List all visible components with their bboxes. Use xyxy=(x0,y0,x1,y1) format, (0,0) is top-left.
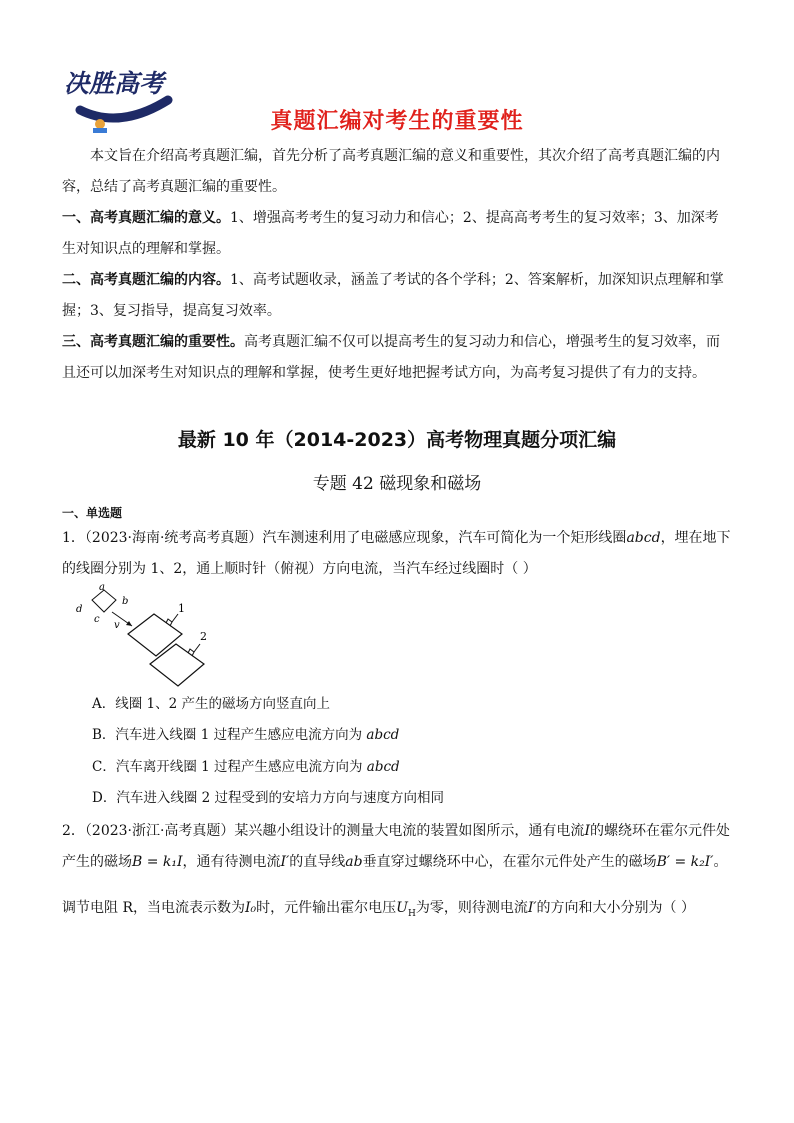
q2-I0: I₀ xyxy=(245,900,257,916)
q2-eq1: B = k₁I xyxy=(132,854,183,870)
section-3 xyxy=(62,327,732,389)
question-2-line3 xyxy=(62,897,742,925)
q2-line2e: 。 xyxy=(713,854,728,870)
section-1-heading: 一、高考真题汇编的意义。 xyxy=(62,210,230,226)
q2-line3a: 调节电阻 R，当电流表示数为 xyxy=(62,900,245,916)
q1-option-a xyxy=(92,694,330,714)
q1-figure xyxy=(72,582,222,692)
q1-option-c-math: abcd xyxy=(366,759,400,775)
q2-line2c: 的直导线 xyxy=(289,854,346,870)
section-3-body: 高考真题汇编不仅可以提高考生的复习动力和信心，增强考生的复习效率，而且还可以加深考生对知识点的理解和掌握，使考生更好地把握考试方向，为高考复习提供了有力的支持。 xyxy=(62,334,720,381)
section-1-body: 1、增强高考考生的复习动力和信心；2、提高高考考生的复习效率；3、加深考生对知识点的理解和掌握。 xyxy=(62,210,719,257)
fig-label-c: c xyxy=(94,614,100,625)
q2-line1b: 的螺绕环在霍尔元件 xyxy=(589,823,716,839)
q1-option-b xyxy=(92,725,399,745)
section-2-body: 1、高考试题收录，涵盖了考试的各个学科；2、答案解析，加深知识点理解和掌握；3、复习指导，提高复习效率。 xyxy=(62,272,724,319)
fig-label-1: 1 xyxy=(178,602,185,615)
q2-line1: 2．（2023·浙江·高考真题）某兴趣小组设计的测量大电流的装置如图所示，通有电流 xyxy=(62,823,585,839)
q2-line3c: 为零，则待测电流 xyxy=(415,900,528,916)
question-2-stem xyxy=(62,816,732,878)
fig-label-2: 2 xyxy=(200,630,207,643)
q1-option-d xyxy=(92,788,444,808)
q2-line2d: 垂直穿过螺绕环中心，在霍尔元件处产生的磁场 xyxy=(362,854,657,870)
q2-line2a: 处产生的磁场 xyxy=(62,823,730,870)
logo-text: 决胜高考 xyxy=(64,69,165,98)
q2-eq2: B′ = k₂I′ xyxy=(656,854,714,870)
q2-UH-sub: H xyxy=(407,908,416,919)
fig-label-b: b xyxy=(122,596,129,607)
section-1 xyxy=(62,203,732,265)
q1-option-a-text: A．线圈 1、2 产生的磁场方向竖直向上 xyxy=(92,696,331,712)
section-label: 一、单选题 xyxy=(62,506,123,520)
red-title: 真题汇编对考生的重要性 xyxy=(270,109,524,134)
section-2-heading: 二、高考真题汇编的内容。 xyxy=(62,272,230,288)
q2-current-I: I xyxy=(584,823,590,839)
q1-stem-prefix: 1．（2023·海南·统考高考真题）汽车测速利用了电磁感应现象，汽车可简化为一个矩形线圈 xyxy=(62,530,627,546)
q2-UH: U xyxy=(396,900,408,916)
sub-title: 专题 42 磁现象和磁场 xyxy=(312,474,482,494)
fig-label-d: d xyxy=(76,604,83,615)
q2-wire-ab: ab xyxy=(345,854,363,870)
q2-current-Iprime-2: I′ xyxy=(527,900,537,916)
section-3-heading: 三、高考真题汇编的重要性。 xyxy=(62,334,244,350)
q1-coil-name: abcd xyxy=(626,530,661,546)
q1-option-c xyxy=(92,757,400,777)
question-1-stem xyxy=(62,523,732,585)
q1-option-d-text: D．汽车进入线圈 2 过程受到的安培力方向与速度方向相同 xyxy=(92,790,444,806)
main-title: 最新 10 年（2014-2023）高考物理真题分项汇编 xyxy=(177,429,617,451)
q1-stem-suffix: ，埋在地下的线圈分别为 1、2，通上顺时针（俯视）方向电流，当汽车经过线圈时（ ） xyxy=(62,530,731,577)
fig-label-v: v xyxy=(114,620,120,631)
fig-label-a: a xyxy=(99,582,105,593)
intro-paragraph: 本文旨在介绍高考真题汇编，首先分析了高考真题汇编的意义和重要性，其次介绍了高考真题汇编的内容，总结了高考真题汇编的重要性。 xyxy=(62,148,720,195)
q2-current-Iprime: I′ xyxy=(280,854,290,870)
section-2 xyxy=(62,265,732,327)
q1-option-b-math: abcd xyxy=(366,727,400,743)
q2-line2b: ，通有待测电流 xyxy=(182,854,281,870)
q1-option-c-text: C．汽车离开线圈 1 过程产生感应电流方向为 xyxy=(92,759,367,775)
q2-line3d: 的方向和大小分别为（ ） xyxy=(536,900,695,916)
q2-line3b: 时，元件输出霍尔电压 xyxy=(256,900,397,916)
q1-option-b-text: B．汽车进入线圈 1 过程产生感应电流方向为 xyxy=(92,727,367,743)
